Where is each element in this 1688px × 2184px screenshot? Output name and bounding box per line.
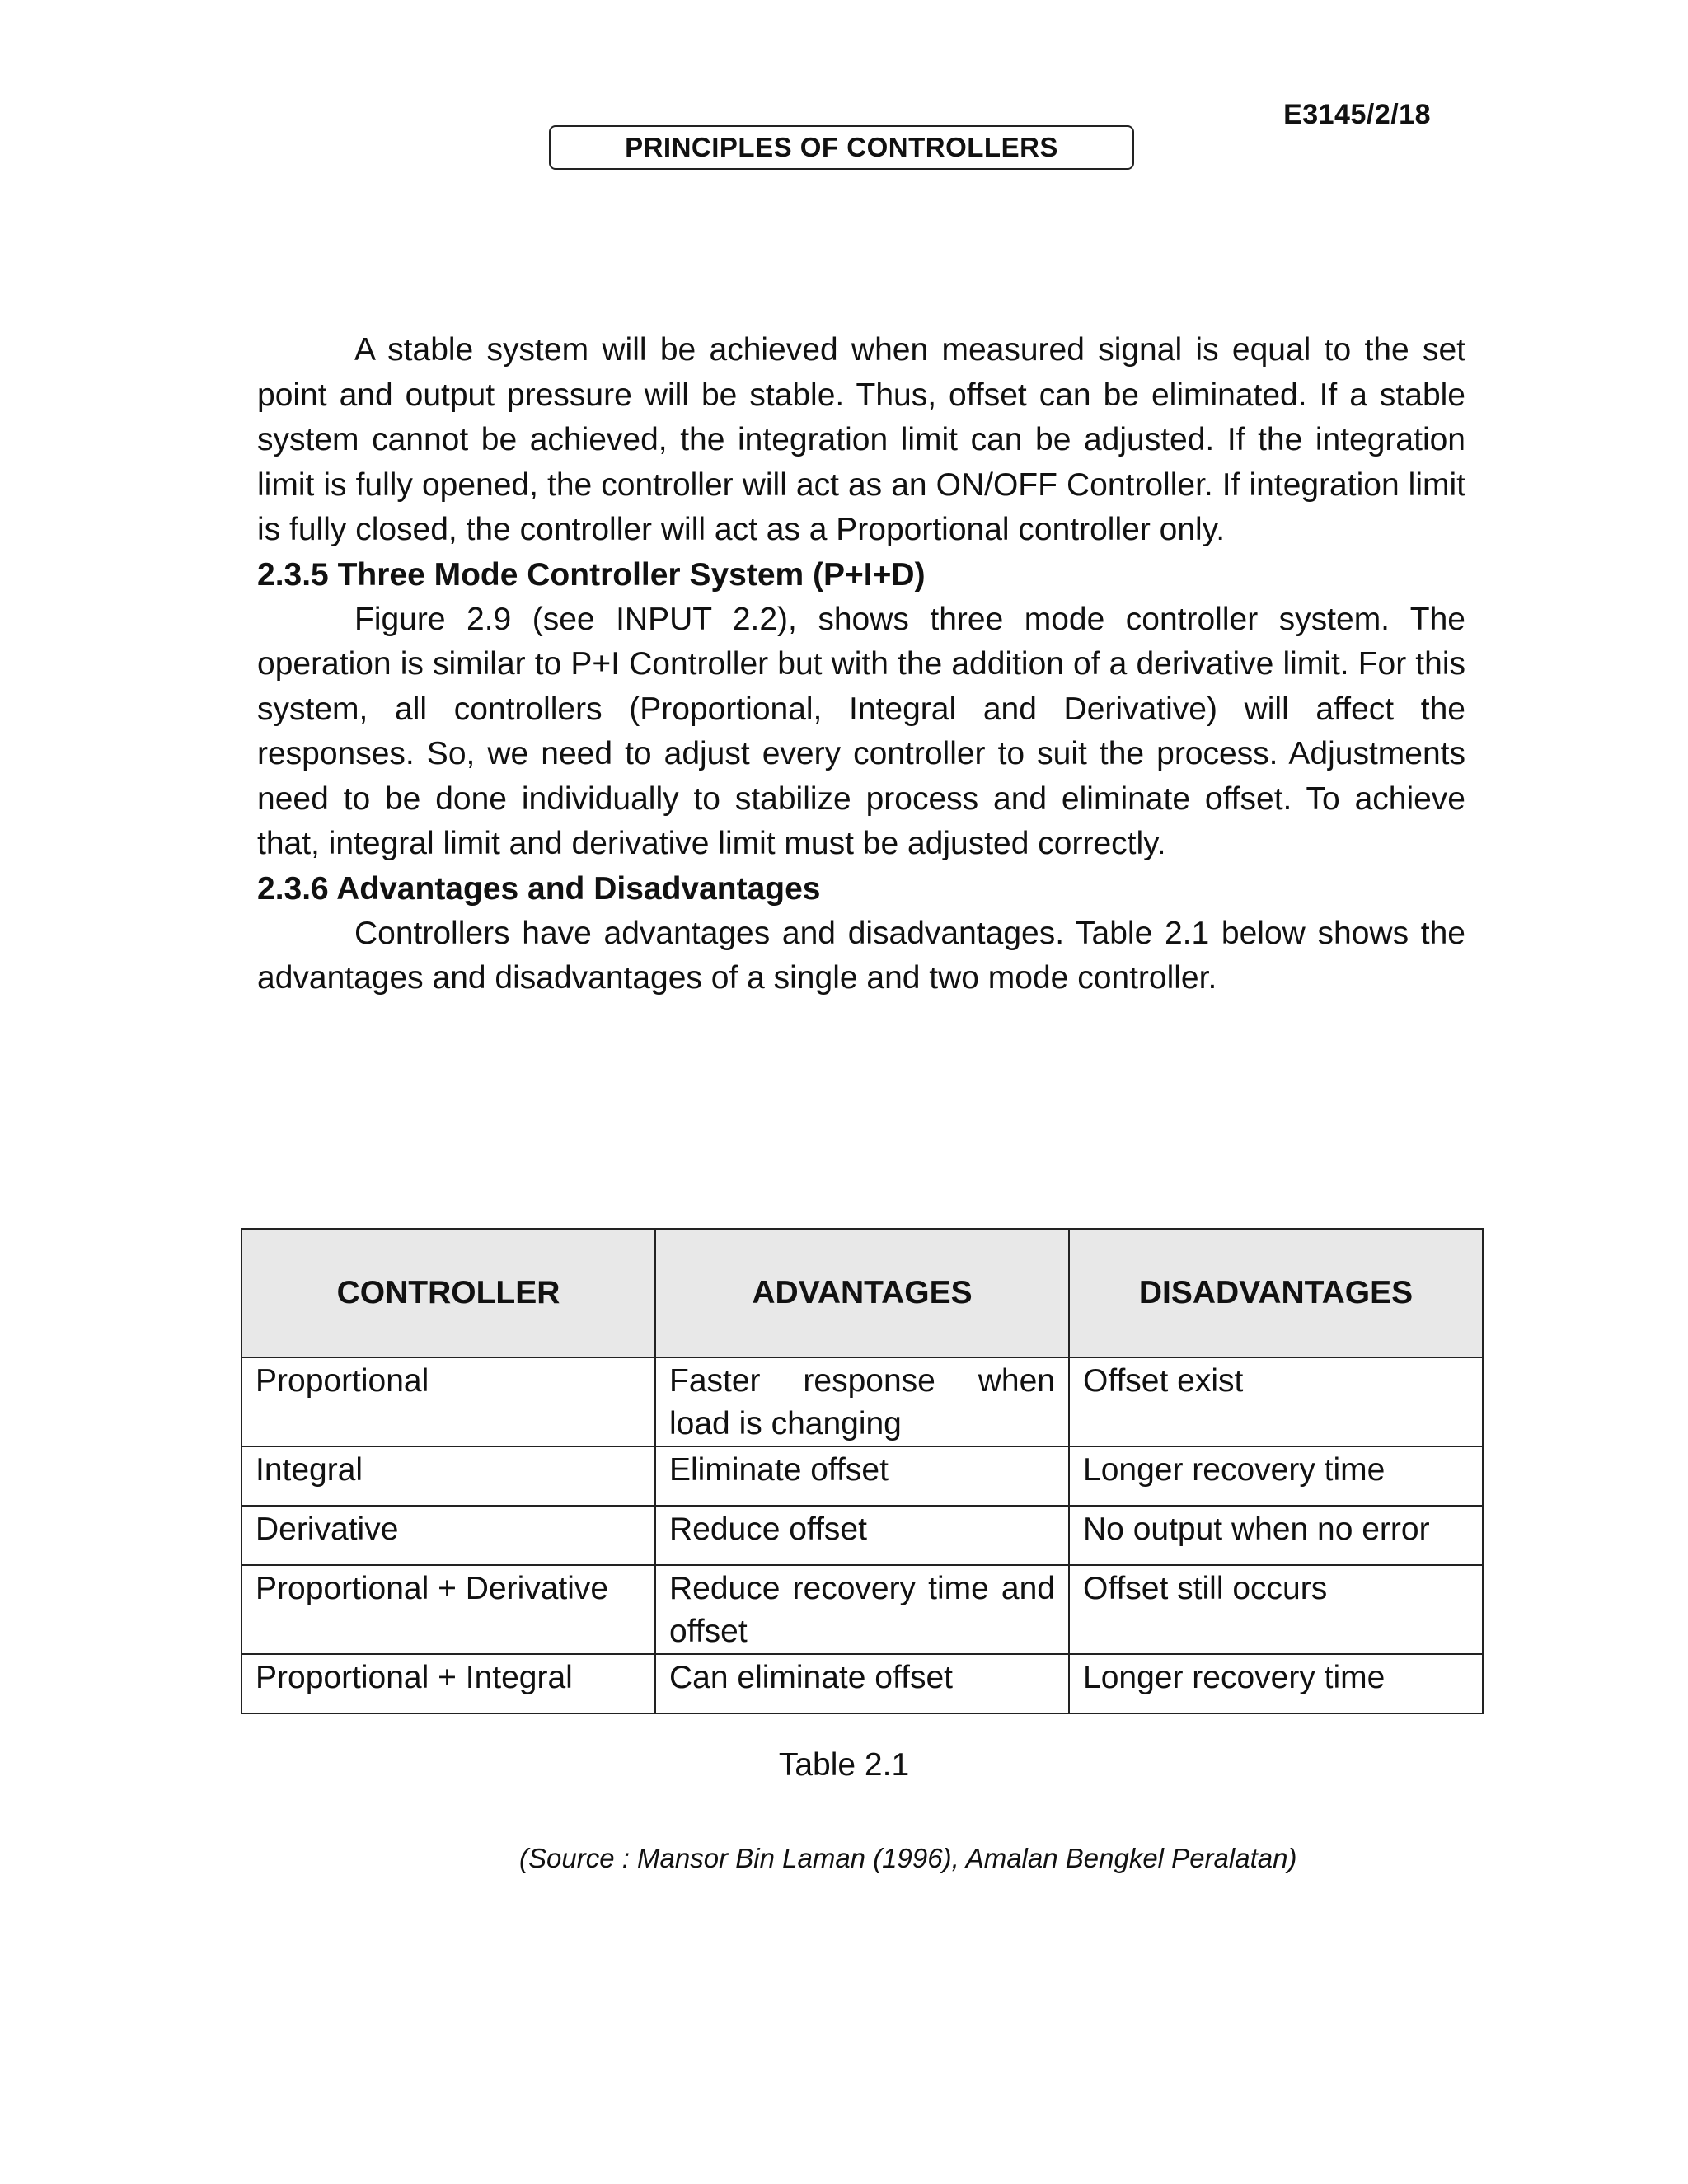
paragraph-advantages-intro: Controllers have advantages and disadvantages. Table 2.1 below shows the advantages and disadvantages of a single and two mode controller. [257, 915, 1465, 996]
paragraph-stable-system: A stable system will be achieved when measured signal is equal to the set point and output pressure will be stable. Thus, offset can be eliminated. If a stable system cannot be achieved, the integration limit can be adjusted. If the integration limit is fully opened, the controller will act as an ON/OFF Controller. If integration limit is fully closed, the controller will act as a Proportional controller only. [257, 332, 1465, 547]
table-cell-advantage: Reduce offset [655, 1506, 1069, 1565]
table-row [241, 1357, 1483, 1446]
table-cell-advantage: Reduce recovery time and offset [655, 1565, 1069, 1654]
section-heading-three-mode: 2.3.5 Three Mode Controller System (P+I+D) [257, 556, 926, 593]
advantages-table [241, 1228, 1484, 1714]
table-cell-disadvantage: Offset still occurs [1069, 1565, 1483, 1654]
section-heading-advantages: 2.3.6 Advantages and Disadvantages [257, 870, 821, 907]
table-cell-disadvantage: No output when no error [1069, 1506, 1483, 1565]
table-row [241, 1565, 1483, 1654]
table-cell-controller: Derivative [241, 1506, 655, 1565]
table-header-row [241, 1229, 1483, 1357]
table-cell-advantage: Eliminate offset [655, 1446, 1069, 1506]
table-header-controller: CONTROLLER [241, 1229, 655, 1357]
header-title-box: PRINCIPLES OF CONTROLLERS [549, 125, 1134, 170]
table-row [241, 1506, 1483, 1565]
table-cell-disadvantage: Offset exist [1069, 1357, 1483, 1446]
table-cell-advantage: Can eliminate offset [655, 1654, 1069, 1713]
table-cell-disadvantage: Longer recovery time [1069, 1446, 1483, 1506]
table-cell-controller: Proportional + Integral [241, 1654, 655, 1713]
table-source: (Source : Mansor Bin Laman (1996), Amalan Bengkel Peralatan) [519, 1843, 1297, 1873]
table-header-disadvantages: DISADVANTAGES [1069, 1229, 1483, 1357]
paragraph-three-mode: Figure 2.9 (see INPUT 2.2), shows three mode controller system. The operation is similar to P+I Controller but with the addition of a derivative limit. For this system, all controllers (Proportional, Integral and Derivative) will affect the responses. So, we need to adjust every controller to suit the process. Adjustments need to be done individually to stabilize process and eliminate offset. To achieve that, integral limit and derivative limit must be adjusted correctly. [257, 601, 1465, 861]
document-code: E3145/2/18 [1283, 99, 1431, 130]
table-row [241, 1446, 1483, 1506]
table-caption: Table 2.1 [778, 1747, 910, 1783]
table-cell-controller: Integral [241, 1446, 655, 1506]
table-header-advantages: ADVANTAGES [655, 1229, 1069, 1357]
table-row [241, 1654, 1483, 1713]
page-content [257, 328, 1465, 1001]
table-cell-controller: Proportional [241, 1357, 655, 1446]
table-cell-advantage: Faster response when load is changing [655, 1357, 1069, 1446]
table-cell-controller: Proportional + Derivative [241, 1565, 655, 1654]
table-cell-disadvantage: Longer recovery time [1069, 1654, 1483, 1713]
